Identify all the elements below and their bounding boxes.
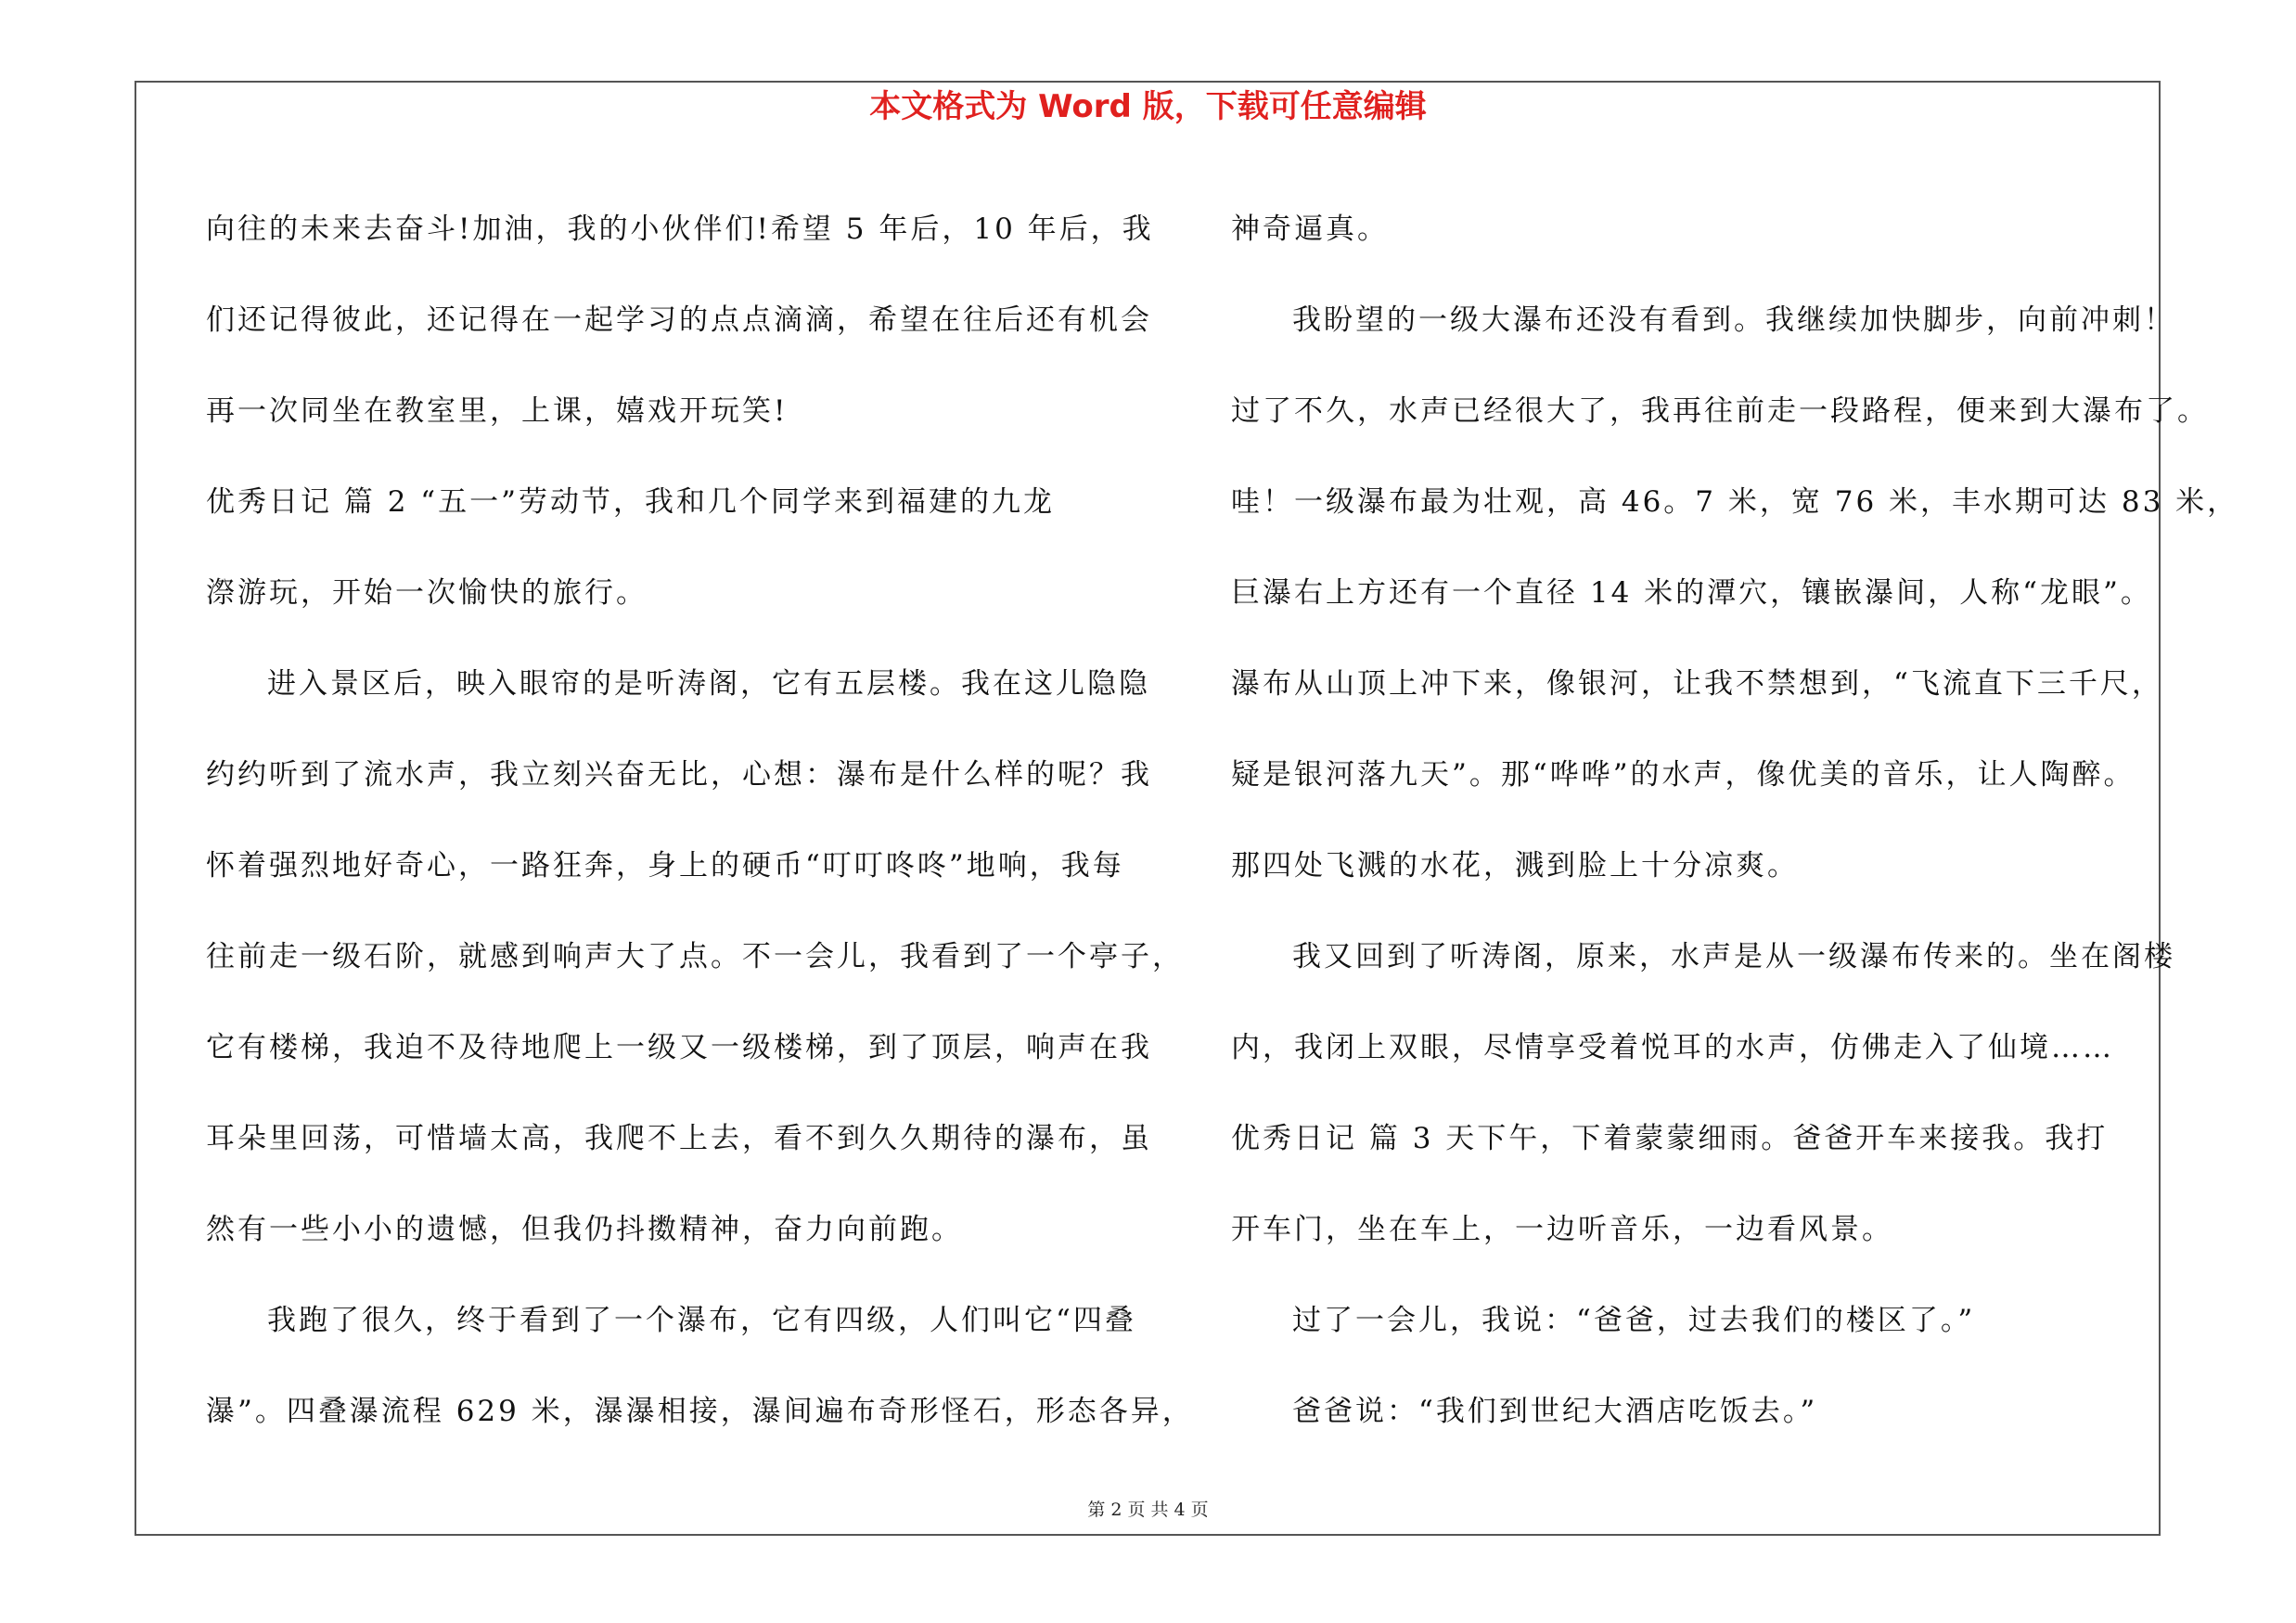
text-line: 它有楼梯，我迫不及待地爬上一级又一级楼梯，到了顶层，响声在我 [206, 1031, 1152, 1064]
format-notice: 本文格式为 Word 版，下载可任意编辑 [869, 88, 1427, 125]
text-line: 耳朵里回荡，可惜墙太高，我爬不上去，看不到久久期待的瀑布，虽 [206, 1122, 1152, 1155]
left-column [206, 184, 1194, 1457]
text-line: 怀着强烈地好奇心，一路狂奔，身上的硬币“叮叮咚咚”地响，我每 [206, 849, 1124, 882]
text-line: 哇！一级瀑布最为壮观，高 46。7 米，宽 76 米，丰水期可达 83 米， [1231, 485, 2239, 519]
text-line: 爸爸说：“我们到世纪大酒店吃饭去。” [1292, 1395, 1818, 1428]
text-line: 进入景区后，映入眼帘的是听涛阁，它有五层楼。我在这儿隐隐 [267, 667, 1150, 701]
page-number: 第 2 页 共 4 页 [1087, 1500, 1209, 1520]
text-line: 我盼望的一级大瀑布还没有看到。我继续加快脚步，向前冲刺！ [1292, 303, 2175, 337]
diary-heading-line: 优秀日记 篇 3 天下午，下着蒙蒙细雨。爸爸开车来接我。我打 [1231, 1122, 2109, 1155]
text-line: 内，我闭上双眼，尽情享受着悦耳的水声，仿佛走入了仙境…… [1231, 1031, 2114, 1064]
text-line: 瀑”。四叠瀑流程 629 米，瀑瀑相接，瀑间遍布奇形怪石，形态各异， [206, 1395, 1194, 1428]
text-line: 我又回到了听涛阁，原来，水声是从一级瀑布传来的。坐在阁楼 [1292, 940, 2175, 973]
text-line: 们还记得彼此，还记得在一起学习的点点滴滴，希望在往后还有机会 [206, 303, 1152, 337]
text-line: 漈游玩，开始一次愉快的旅行。 [206, 576, 648, 610]
text-line: 瀑布从山顶上冲下来，像银河，让我不禁想到，“飞流直下三千尺， [1231, 667, 2163, 701]
text-line: 神奇逼真。 [1231, 213, 1389, 246]
text-line: 疑是银河落九天”。那“哗哗”的水声，像优美的音乐，让人陶醉。 [1231, 758, 2136, 792]
text-line: 过了一会儿，我说：“爸爸，过去我们的楼区了。” [1292, 1304, 1976, 1337]
text-line: 那四处飞溅的水花，溅到脸上十分凉爽。 [1231, 849, 1799, 882]
text-line: 约约听到了流水声，我立刻兴奋无比，心想：瀑布是什么样的呢？我 [206, 758, 1152, 792]
text-line: 过了不久，水声已经很大了，我再往前走一段路程，便来到大瀑布了。 [1231, 394, 2209, 428]
text-line: 往前走一级石阶，就感到响声大了点。不一会儿，我看到了一个亭子， [206, 940, 1184, 973]
text-line: 我跑了很久，终于看到了一个瀑布，它有四级，人们叫它“四叠 [267, 1304, 1136, 1337]
text-line: 再一次同坐在教室里，上课，嬉戏开玩笑! [206, 394, 789, 428]
right-column [1231, 184, 2239, 1457]
diary-heading-line: 优秀日记 篇 2 “五一”劳动节，我和几个同学来到福建的九龙 [206, 485, 1055, 519]
text-line: 巨瀑右上方还有一个直径 14 米的潭穴，镶嵌瀑间，人称“龙眼”。 [1231, 576, 2152, 610]
text-line: 开车门，坐在车上，一边听音乐，一边看风景。 [1231, 1213, 1893, 1246]
text-line: 向往的未来去奋斗!加油，我的小伙伴们!希望 5 年后，10 年后，我 [206, 213, 1154, 246]
text-line: 然有一些小小的遗憾，但我仍抖擞精神，奋力向前跑。 [206, 1213, 963, 1246]
